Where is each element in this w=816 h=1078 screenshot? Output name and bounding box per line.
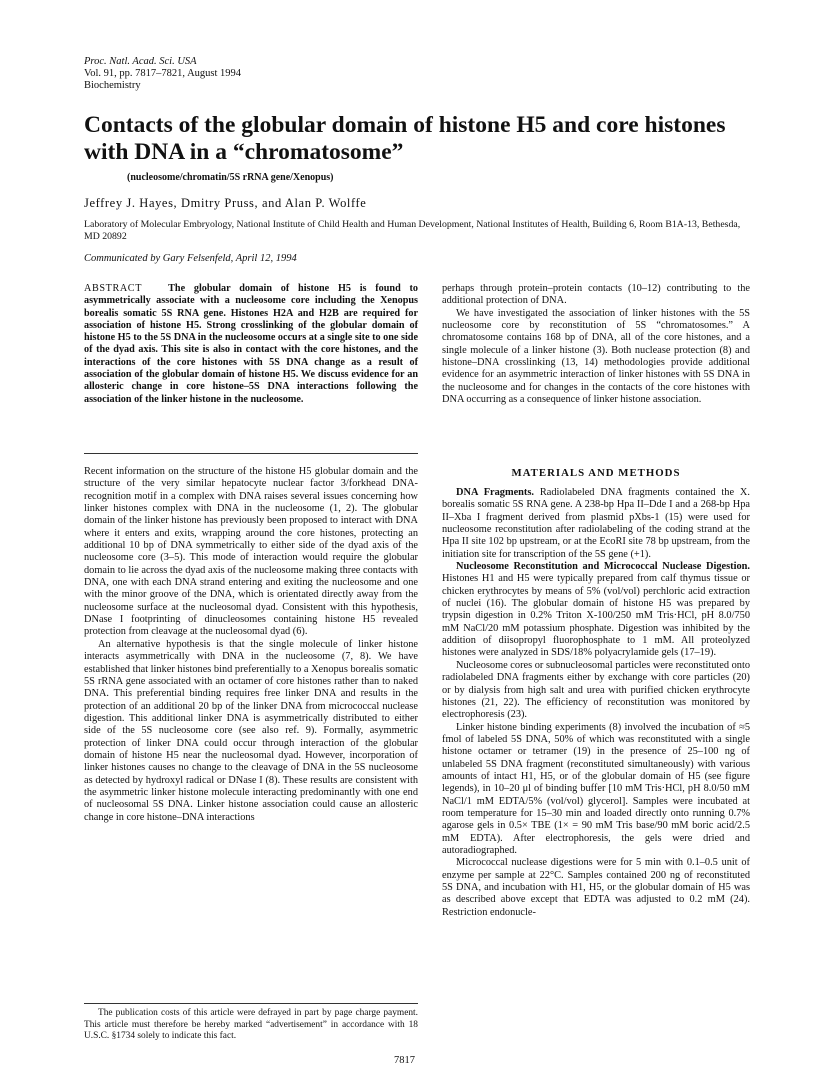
intro-paragraph: We have investigated the association of linker histones with the 5S nucleosome core by reconstitution of 5S “chromatosomes.” A chromatosome contains 168 bp of DNA, all of the core histones, and a single molecule of a linker histone (3). Both nuclease protection (8) and histone–DNA crosslinking (13, 14) methodologies provide additional evidence for an asymmetric interaction of linker histones with 5S DNA in the nucleosome and for changes in the contacts of the core histones with DNA occurring as a consequence of linker histone association. — [442, 307, 750, 406]
intro-paragraph: An alternative hypothesis is that the single molecule of linker histone interacts asymmetrically with DNA in the nucleosome (7, 8). We have established that linker histones bind preferentially to a Xenopus borealis somatic 5S rRNA gene associated with an octamer of core histones rather than to naked DNA. This preferential binding requires free linker DNA and results in the protection of an additional 20 bp of the linker DNA from micrococcal nuclease digestion. This additional linker DNA is asymmetrically distributed to either side of the 5S nucleosome core (see also ref. 9). Formally, asymmetric protection of linker DNA could occur through interaction of the globular domain of histone H5 near the nucleosomal dyad. However, incorporation of linker histones causes no change to the cleavage of DNA in the 5S nucleosome as detected by hydroxyl radical or DNase I (8). These results are consistent with the asymmetric linker histone molecule interacting predominantly with one end of nucleosomal 5S DNA. Linker histone association could cause an allosteric change in core histone–DNA interactions — [84, 638, 418, 823]
authors: Jeffrey J. Hayes, Dmitry Pruss, and Alan P. Wolffe — [84, 196, 367, 210]
abstract — [84, 283, 418, 406]
journal-volume: Vol. 91, pp. 7817–7821, August 1994 — [84, 68, 242, 79]
journal-section: Biochemistry — [84, 80, 141, 91]
paragraph-text: Histones H1 and H5 were typically prepared from calf thymus tissue or chicken erythrocytes by means of 5% (vol/vol) perchloric acid extraction of nuclei (16). The globular domain of histone H5 was prepared by trypsin digestion in 0.2% Triton X-100/250 mM Tris·HCl, pH 8.0/750 mM NaCl/20 mM potassium phosphate. Digestion was inhibited by the addition of diisopropyl fluorophosphate to 1 mM. All proteolyzed histones were analyzed in SDS/18% polyacrylamide gels (17–19). — [442, 573, 750, 659]
methods-paragraph: Micrococcal nuclease digestions were for 5 min with 0.1–0.5 unit of enzyme per sample at 22°C. Samples contained 200 ng of reconstituted 5S DNA, and incubation with H1, H5, or the globular domain of H5 was as described above except that EDTA was adjusted to 0.2 mM (24). Restriction endonucle- — [442, 857, 750, 918]
abstract-label: ABSTRACT — [84, 283, 143, 294]
methods-paragraph — [442, 487, 750, 561]
page-number: 7817 — [394, 1055, 415, 1066]
methods-paragraph — [442, 561, 750, 660]
paragraph-text: Radiolabeled DNA fragments contained the X. borealis somatic 5S RNA gene. A 238-bp Hpa II–Dde I and a 268-bp Hpa II–Xba I fragment derived from plasmid pXbs-1 (15) were used for nucleosome reconstitution after radiolabeling of the coding strand at the Hpa II site 102 bp upstream, or at the EcoRI site 78 bp upstream, from the initiation site for transcription of the 5S gene (+1). — [442, 487, 750, 560]
intro-paragraph: Recent information on the structure of the histone H5 globular domain and the structure of the very similar hepatocyte nuclear factor 3/forkhead DNA-recognition motif in a complex with DNA raises several issues concerning how linker histones complex with DNA in the nucleosome (1, 2). The globular domain of the linker histone has previously been proposed to interact with DNA where it enters and exits, wrapping around the core histones, protecting an additional 10 bp of DNA symmetrically to either side of the dyad axis of the nucleosome core (3–5). This mode of interaction would require the globular domain to lie across the dyad axis of the nucleosome making three contacts with DNA, one with each DNA strand entering and exiting the nucleosome and one with the minor groove of the DNA, which is orientated directly away from the nucleosome surface at the nucleosomal dyad. Consistent with this hypothesis, DNase I footprinting of dinucleosomes containing histone H5 revealed protection from cleavage at the nucleosomal dyad (6). — [84, 466, 418, 638]
section-heading: MATERIALS AND METHODS — [511, 467, 681, 479]
intro-paragraph: perhaps through protein–protein contacts (10–12) contributing to the additional protection of DNA. — [442, 283, 750, 307]
journal-name: Proc. Natl. Acad. Sci. USA — [84, 56, 197, 67]
methods-section — [442, 487, 750, 919]
methods-paragraph: Linker histone binding experiments (8) involved the incubation of ≈5 fmol of labeled 5S DNA, 50% of which was reconstituted with a single histone octamer or tetramer (19) in the presence of 25–100 ng of unlabeled 5S DNA fragment (reconstituted simultaneously) with various amounts of intact H1, H5, or of the globular domain of H5 (see figure legends), in 10–20 μl of binding buffer [10 mM Tris·HCl, pH 8.0/50 mM NaCl/1 mM EDTA/5% (vol/vol) glycerol]. Samples were incubated at room temperature for 15–30 min and loaded directly onto running 0.7% agarose gels in 0.5× TBE (1× = 90 mM Tris base/90 mM boric acid/2.5 mM EDTA). After electrophoresis, the gels were dried and autoradiographed. — [442, 721, 750, 856]
introduction — [84, 466, 418, 824]
methods-paragraph: Nucleosome cores or subnucleosomal particles were reconstituted onto radiolabeled DNA fragments either by exchange with core particles (20) or by dialysis from high salt and urea with purified chicken erythrocyte histones (21, 22). The efficiency of reconstitution was monitored by electrophoresis (23). — [442, 659, 750, 721]
abstract-divider — [84, 453, 418, 454]
footnote-divider — [84, 1003, 418, 1004]
keywords: (nucleosome/chromatin/5S rRNA gene/Xenopus) — [127, 172, 334, 183]
journal-header — [84, 56, 241, 92]
right-column-intro — [442, 283, 750, 406]
abstract-text: The globular domain of histone H5 is found to asymmetrically associate with a nucleosome core including the Xenopus borealis somatic 5S RNA gene. Histones H2A and H2B are required for association of histone H5. Strong crosslinking of the globular domain of histone H5 to the 5S DNA in the nucleosome occurs at a single site to one side of the dyad axis. This site is also in contact with the core histones, and the interactions of the core histones with 5S DNA change as a result of association of the globular domain of histone H5. We discuss evidence for an allosteric change in core histone–5S DNA interactions following the association of the linker histone in the nucleosome. — [84, 283, 418, 405]
subsection-heading: DNA Fragments. — [456, 487, 534, 498]
article-title: Contacts of the globular domain of histone H5 and core histones with DNA in a “chromatosome” — [84, 112, 726, 165]
footnote: The publication costs of this article were defrayed in part by page charge payment. This article must therefore be hereby marked “advertisement” in accordance with 18 U.S.C. §1734 solely to indicate this fact. — [84, 1008, 418, 1042]
affiliation: Laboratory of Molecular Embryology, National Institute of Child Health and Human Development, National Institutes of Health, Building 6, Room B1A-13, Bethesda, MD 20892 — [84, 219, 741, 243]
communicated-by: Communicated by Gary Felsenfeld, April 12, 1994 — [84, 253, 297, 264]
subsection-heading: Nucleosome Reconstitution and Micrococcal Nuclease Digestion. — [456, 561, 750, 573]
